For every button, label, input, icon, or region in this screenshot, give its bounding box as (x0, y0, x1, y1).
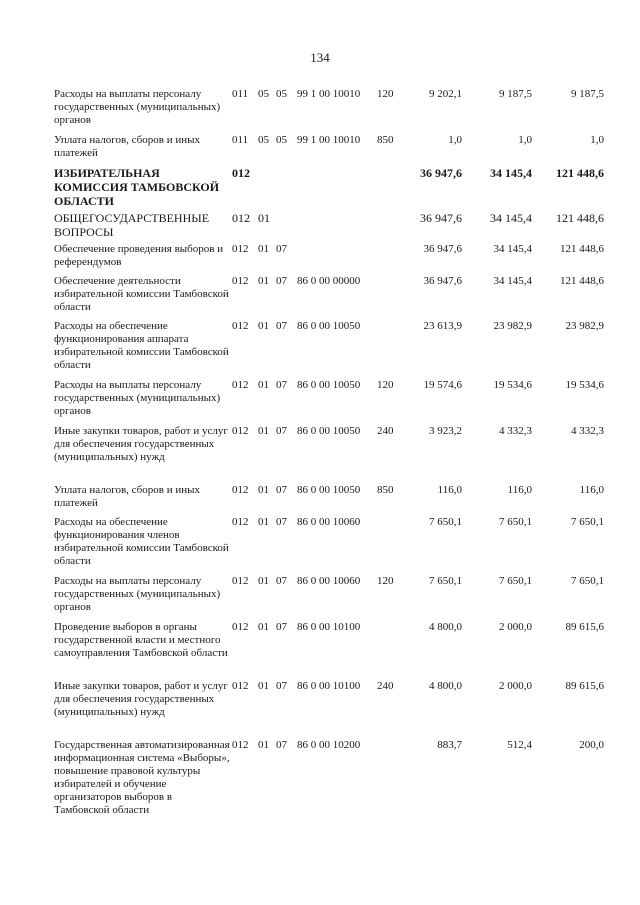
row-target-code: 86 0 00 10060 (297, 575, 361, 587)
row-name: Иные закупки товаров, работ и услуг для обеспечения государственных (муниципальных) нужд (54, 425, 228, 463)
row-subsection-code: 07 (276, 484, 287, 496)
row-section-code: 01 (258, 575, 269, 587)
row-subsection-code: 05 (276, 134, 287, 146)
row-value-2: 116,0 (507, 484, 532, 496)
row-value-3: 9 187,5 (571, 88, 604, 100)
row-admin-code: 012 (232, 575, 249, 587)
row-subsection-code: 07 (276, 425, 287, 437)
row-admin-code: 011 (232, 134, 249, 146)
row-value-1: 36 947,6 (423, 275, 462, 287)
row-subsection-code: 07 (276, 275, 287, 287)
row-name: Обеспечение деятельности избирательной комиссии Тамбовской области (54, 275, 229, 313)
row-subsection-code: 07 (276, 379, 287, 391)
row-expense-type: 240 (377, 425, 394, 437)
row-section-code: 01 (258, 379, 269, 391)
row-section-code: 01 (258, 739, 269, 751)
row-admin-code: 012 (232, 484, 249, 496)
row-name: Уплата налогов, сборов и иных платежей (54, 484, 201, 509)
row-name: ОБЩЕГОСУДАРСТВЕННЫЕ ВОПРОСЫ (54, 211, 210, 239)
row-value-3: 7 650,1 (571, 516, 604, 528)
page-number: 134 (310, 50, 330, 65)
row-value-2: 34 145,4 (490, 211, 532, 225)
row-value-1: 36 947,6 (423, 243, 462, 255)
row-section-code: 01 (258, 320, 269, 332)
row-value-2: 34 145,4 (490, 166, 532, 180)
row-value-2: 2 000,0 (499, 680, 532, 692)
row-value-3: 200,0 (579, 739, 604, 751)
row-admin-code: 012 (232, 211, 250, 225)
row-admin-code: 012 (232, 275, 249, 287)
row-subsection-code: 05 (276, 88, 287, 100)
row-expense-type: 850 (377, 134, 394, 146)
row-subsection-code: 07 (276, 320, 287, 332)
row-value-1: 3 923,2 (429, 425, 462, 437)
row-target-code: 86 0 00 10200 (297, 739, 361, 751)
row-target-code: 86 0 00 10050 (297, 320, 361, 332)
row-target-code: 86 0 00 10060 (297, 516, 361, 528)
row-value-2: 1,0 (518, 134, 532, 146)
row-value-3: 121 448,6 (560, 275, 604, 287)
row-value-3: 121 448,6 (556, 211, 604, 225)
row-name: Расходы на выплаты персоналу государственных (муниципальных) органов (54, 88, 221, 126)
row-section-code: 01 (258, 516, 269, 528)
row-subsection-code: 07 (276, 680, 287, 692)
row-admin-code: 012 (232, 320, 249, 332)
row-name: Расходы на выплаты персоналу государственных (муниципальных) органов (54, 575, 221, 613)
row-section-code: 01 (258, 275, 269, 287)
row-admin-code: 012 (232, 243, 249, 255)
row-value-3: 89 615,6 (565, 680, 604, 692)
row-value-1: 116,0 (437, 484, 462, 496)
row-admin-code: 012 (232, 680, 249, 692)
row-name: Расходы на обеспечение функционирования аппарата избирательной комиссии Тамбовской области (54, 320, 229, 371)
row-value-2: 512,4 (507, 739, 532, 751)
row-admin-code: 012 (232, 166, 250, 180)
row-expense-type: 240 (377, 680, 394, 692)
row-value-2: 34 145,4 (493, 243, 532, 255)
row-admin-code: 012 (232, 379, 249, 391)
row-value-1: 1,0 (448, 134, 462, 146)
row-value-1: 883,7 (437, 739, 462, 751)
row-name: Государственная автоматизированная информационная система «Выборы», повышение правовой культуры избирателей и обучение организаторов выборов в Тамбовской области (54, 739, 230, 816)
row-name: Обеспечение проведения выборов и референдумов (54, 243, 224, 268)
row-value-3: 1,0 (590, 134, 604, 146)
row-value-2: 34 145,4 (493, 275, 532, 287)
row-value-1: 9 202,1 (429, 88, 462, 100)
row-value-3: 116,0 (579, 484, 604, 496)
row-section-code: 01 (258, 680, 269, 692)
row-value-3: 7 650,1 (571, 575, 604, 587)
row-expense-type: 120 (377, 379, 394, 391)
row-value-3: 121 448,6 (556, 166, 604, 180)
row-expense-type: 120 (377, 575, 394, 587)
row-name: Расходы на выплаты персоналу государственных (муниципальных) органов (54, 379, 221, 417)
row-section-code: 01 (258, 484, 269, 496)
row-admin-code: 011 (232, 88, 249, 100)
row-section-code: 01 (258, 425, 269, 437)
row-expense-type: 850 (377, 484, 394, 496)
row-value-1: 36 947,6 (420, 166, 462, 180)
row-expense-type: 120 (377, 88, 394, 100)
row-subsection-code: 07 (276, 739, 287, 751)
row-admin-code: 012 (232, 425, 249, 437)
row-value-3: 89 615,6 (565, 621, 604, 633)
row-value-1: 4 800,0 (429, 621, 462, 633)
row-section-code: 01 (258, 243, 269, 255)
row-value-1: 19 574,6 (423, 379, 462, 391)
row-value-1: 4 800,0 (429, 680, 462, 692)
row-value-1: 7 650,1 (429, 516, 462, 528)
row-subsection-code: 07 (276, 516, 287, 528)
row-target-code: 86 0 00 10100 (297, 680, 361, 692)
row-name: Расходы на обеспечение функционирования членов избирательной комиссии Тамбовской области (54, 516, 229, 567)
row-value-3: 121 448,6 (560, 243, 604, 255)
row-value-2: 19 534,6 (493, 379, 532, 391)
row-section-code: 01 (258, 211, 270, 225)
row-value-1: 23 613,9 (423, 320, 462, 332)
row-value-2: 9 187,5 (499, 88, 532, 100)
row-value-2: 23 982,9 (493, 320, 532, 332)
row-target-code: 86 0 00 10050 (297, 379, 361, 391)
row-value-2: 7 650,1 (499, 516, 532, 528)
row-admin-code: 012 (232, 516, 249, 528)
row-value-2: 2 000,0 (499, 621, 532, 633)
row-section-code: 05 (258, 134, 269, 146)
row-target-code: 99 1 00 10010 (297, 88, 361, 100)
row-target-code: 86 0 00 10100 (297, 621, 361, 633)
row-target-code: 86 0 00 10050 (297, 425, 361, 437)
row-value-3: 4 332,3 (571, 425, 604, 437)
row-value-2: 4 332,3 (499, 425, 532, 437)
row-subsection-code: 07 (276, 243, 287, 255)
row-name: ИЗБИРАТЕЛЬНАЯ КОМИССИЯ ТАМБОВСКОЙ ОБЛАСТИ (54, 166, 220, 208)
row-target-code: 86 0 00 10050 (297, 484, 361, 496)
row-admin-code: 012 (232, 621, 249, 633)
row-subsection-code: 07 (276, 621, 287, 633)
row-name: Иные закупки товаров, работ и услуг для обеспечения государственных (муниципальных) нужд (54, 680, 228, 718)
row-section-code: 05 (258, 88, 269, 100)
row-value-3: 23 982,9 (565, 320, 604, 332)
row-name: Уплата налогов, сборов и иных платежей (54, 134, 201, 159)
row-value-3: 19 534,6 (565, 379, 604, 391)
row-name: Проведение выборов в органы государственной власти и местного самоуправления Тамбовской области (54, 621, 228, 659)
row-target-code: 86 0 00 00000 (297, 275, 361, 287)
row-value-2: 7 650,1 (499, 575, 532, 587)
row-section-code: 01 (258, 621, 269, 633)
row-admin-code: 012 (232, 739, 249, 751)
row-value-1: 7 650,1 (429, 575, 462, 587)
row-subsection-code: 07 (276, 575, 287, 587)
row-target-code: 99 1 00 10010 (297, 134, 361, 146)
row-value-1: 36 947,6 (420, 211, 462, 225)
